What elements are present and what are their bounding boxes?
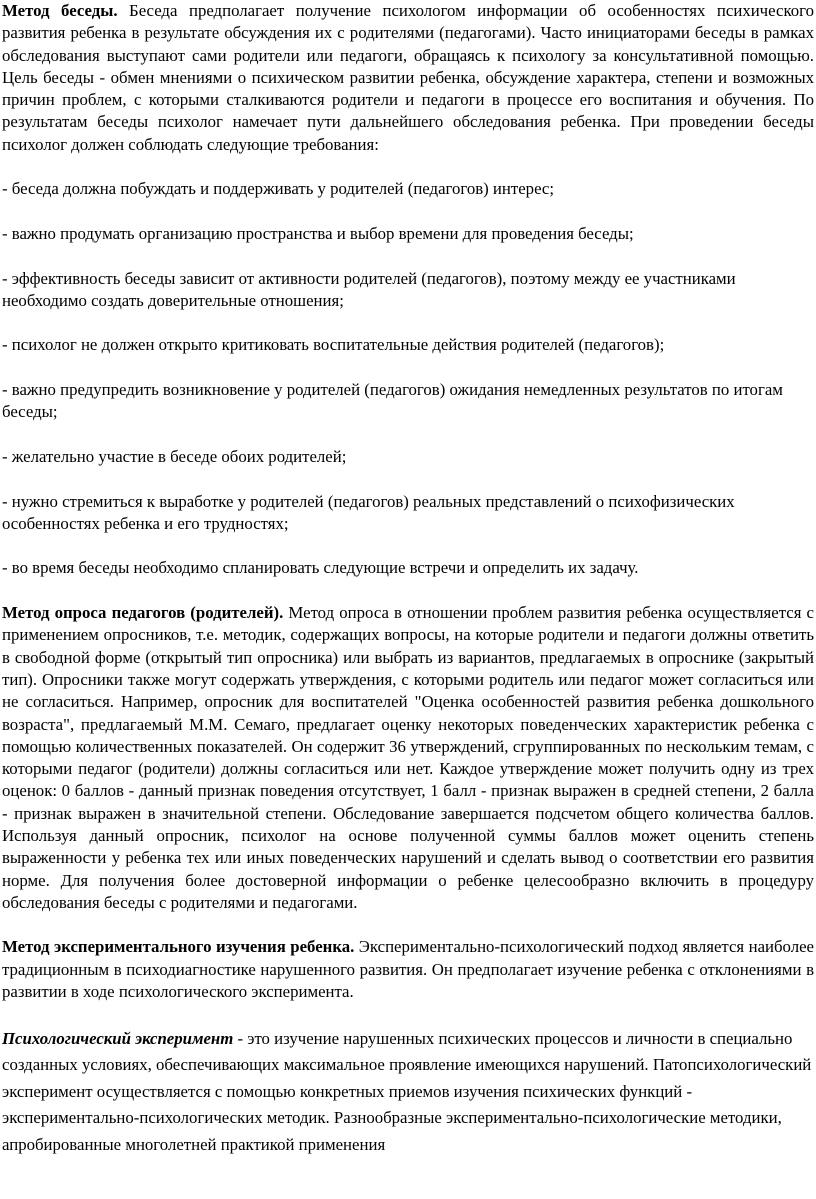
- requirement-item: - беседа должна побуждать и поддерживать у родителей (педагогов) интерес;: [2, 179, 555, 199]
- paragraph-survey-method: [2, 602, 814, 914]
- paragraph-experimental-method: [2, 936, 814, 1003]
- paragraph-text: Беседа предполагает получение психологом информации об особенностях психического развития ребенка в результате обсуждения их с родителями (педагогами). Часто инициаторами беседы в рамках обследования выступают сами родители или педагоги, обращаясь к психологу за консультативной помощью. Цель беседы - обмен мнениями о психическом развитии ребенка, обсуждение характера, степени и возможных причин проблем, с которыми сталкиваются родители и педагоги в процессе его воспитания и обучения. По результатам беседы психолог намечает пути дальнейшего обследования ребенка. При проведении беседы психолог должен соблюдать следующие требования:: [2, 1, 814, 154]
- paragraph-text: Экспериментально-психологический подход является наиболее традиционным в психодиагностике нарушенного развития. Он предполагает изучение ребенка с отклонениями в развитии в ходе психологического эксперимента.: [2, 937, 814, 1002]
- paragraph-psychological-experiment: [2, 1026, 814, 1159]
- requirement-item: - нужно стремиться к выработке у родителей (педагогов) реальных представлений о психофизических особенностях ребенка и его трудностях;: [2, 491, 735, 533]
- requirement-item: - важно продумать организацию пространства и выбор времени для проведения беседы;: [2, 223, 634, 243]
- requirement-item: - психолог не должен открыто критиковать воспитательные действия родителей (педагогов);: [2, 335, 665, 355]
- heading-conversation-method: Метод беседы.: [2, 1, 118, 20]
- heading-psychological-experiment: Психологический эксперимент: [2, 1028, 234, 1048]
- requirement-item: - эффективность беседы зависит от активности родителей (педагогов), поэтому между ее участниками необходимо создать доверительные отношения;: [2, 268, 736, 310]
- requirement-item: - важно предупредить возникновение у родителей (педагогов) ожидания немедленных результатов по итогам беседы;: [2, 380, 783, 422]
- requirement-item: - во время беседы необходимо спланировать следующие встречи и определить их задачу.: [2, 558, 639, 578]
- heading-experimental-method: Метод экспериментального изучения ребенка.: [2, 937, 355, 957]
- paragraph-text: - это изучение нарушенных психических процессов и личности в специально созданных условиях, обеспечивающих максимальное проявление имеющихся нарушений. Патопсихологический эксперимент осуществляется с помощью конкретных приемов изучения психических функций - экспериментально-психологических методик. Разнообразные экспериментально-психологические методики, апробированные многолетней практикой применения: [2, 1028, 812, 1155]
- heading-survey-method: Метод опроса педагогов (родителей).: [2, 603, 284, 623]
- paragraph-conversation-method: [2, 0, 814, 156]
- requirement-item: - желательно участие в беседе обоих родителей;: [2, 446, 347, 466]
- paragraph-text: Метод опроса в отношении проблем развития ребенка осуществляется с применением опросников, т.е. методик, содержащих вопросы, на которые родители и педагоги должны ответить в свободной форме (открытый тип опросника) или выбрать из вариантов, предлагаемых в опроснике (закрытый тип). Опросники также могут содержать утверждения, с которыми родитель или педагог может согласиться или не согласиться. Например, опросник для воспитателей "Оценка особенностей развития ребенка дошкольного возраста", предлагаемый М.М. Семаго, предлагает оценку некоторых поведенческих характеристик ребенка с помощью количественных показателей. Он содержит 36 утверждений, сгруппированных по нескольким темам, с которыми педагог (родители) должны согласиться или нет. Каждое утверждение может получить одну из трех оценок: 0 баллов - данный признак поведения отсутствует, 1 балл - признак выражен в средней степени, 2 балла - признак выражен в значительной степени. Обследование завершается подсчетом общего количества баллов. Используя данный опросник, психолог на основе полученной суммы баллов может оценить степень выраженности у ребенка тех или иных поведенческих нарушений и сделать вывод о соответствии его развития норме. Для получения более достоверной информации о ребенке целесообразно включить в процедуру обследования беседы с родителями и педагогами.: [2, 603, 814, 912]
